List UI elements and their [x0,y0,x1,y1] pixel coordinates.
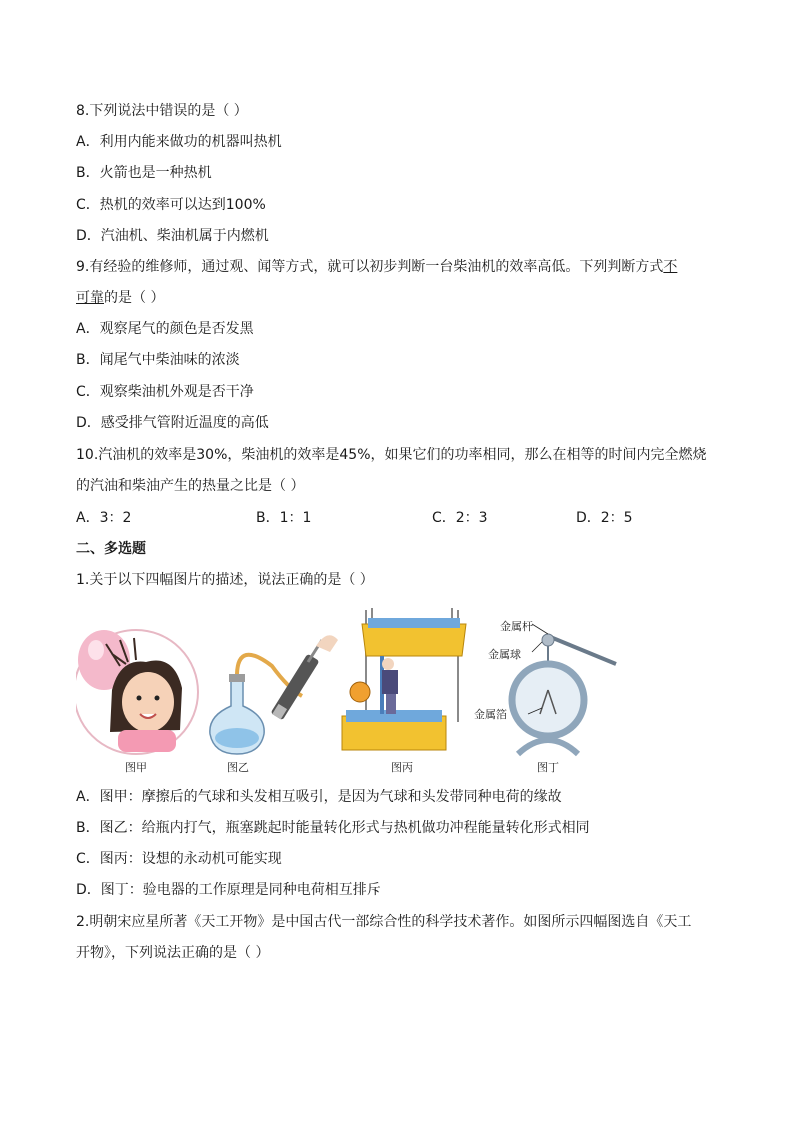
q9-option-a: A．观察尾气的颜色是否发黑 [76,321,254,337]
q9-option-d: D．感受排气管附近温度的高低 [76,415,269,431]
section-title: 二、多选题 [76,541,146,557]
q8-option-a: A．利用内能来做功的机器叫热机 [76,134,282,150]
m2-stem-line1: 2.明朝宋应星所著《天工开物》是中国古代一部综合性的科学技术著作。如图所示四幅图选自《天工 [76,914,692,930]
label-metal-foil: 金属箔 [474,708,507,721]
q9-stem-line1 [76,257,677,277]
m1-option-c: C．图丙：设想的永动机可能实现 [76,851,282,867]
m1-option-d: D．图丁：验电器的工作原理是同种电荷相互排斥 [76,882,381,898]
caption-bing: 图丙 [391,761,413,774]
q9-option-b: B．闻尾气中柴油味的浓淡 [76,352,240,368]
m1-option-a: A．图甲：摩擦后的气球和头发相互吸引，是因为气球和头发带同种电荷的缘故 [76,789,562,805]
q9-option-c: C．观察柴油机外观是否干净 [76,384,254,400]
q10-option-b: B．1：1 [256,510,312,526]
caption-yi: 图乙 [227,761,249,774]
q8-stem: 8.下列说法中错误的是（ ） [76,103,248,119]
q8-option-b: B．火箭也是一种热机 [76,165,212,181]
label-metal-rod: 金属杆 [500,620,533,633]
label-metal-ball: 金属球 [488,648,521,661]
q8-option-c: C．热机的效率可以达到100% [76,197,266,213]
q9-emphasis-2: 可靠 [76,290,104,306]
q10-option-d: D．2：5 [576,510,633,526]
figure-bing [342,608,466,750]
q9-emphasis-1: 不 [663,259,678,275]
q10-options [0,508,794,528]
physics-figures [76,604,636,776]
caption-jia: 图甲 [125,761,147,774]
m2-stem-line2: 开物》，下列说法正确的是（ ） [76,945,270,961]
q9-stem-text: 9.有经验的维修师，通过观、闻等方式，就可以初步判断一台柴油机的效率高低。下列判断方式 [76,259,664,275]
q9-stem-line2 [76,288,164,308]
q10-option-a: A．3：2 [76,510,132,526]
m1-stem: 1.关于以下四幅图片的描述，说法正确的是（ ） [76,572,374,588]
q10-option-c: C．2：3 [432,510,488,526]
q10-stem-line2: 的汽油和柴油产生的热量之比是（ ） [76,478,305,494]
figure-jia [76,630,198,754]
figure-ding [512,624,616,754]
q9-stem-end: 的是（ ） [104,290,165,306]
caption-ding: 图丁 [537,761,559,774]
q8-option-d: D．汽油机、柴油机属于内燃机 [76,228,269,244]
q10-stem-line1: 10.汽油机的效率是30%，柴油机的效率是45%，如果它们的功率相同，那么在相等的时间内完全燃烧 [76,447,707,463]
m1-option-b: B．图乙：给瓶内打气，瓶塞跳起时能量转化形式与热机做功冲程能量转化形式相同 [76,820,590,836]
figure-yi [210,635,338,754]
